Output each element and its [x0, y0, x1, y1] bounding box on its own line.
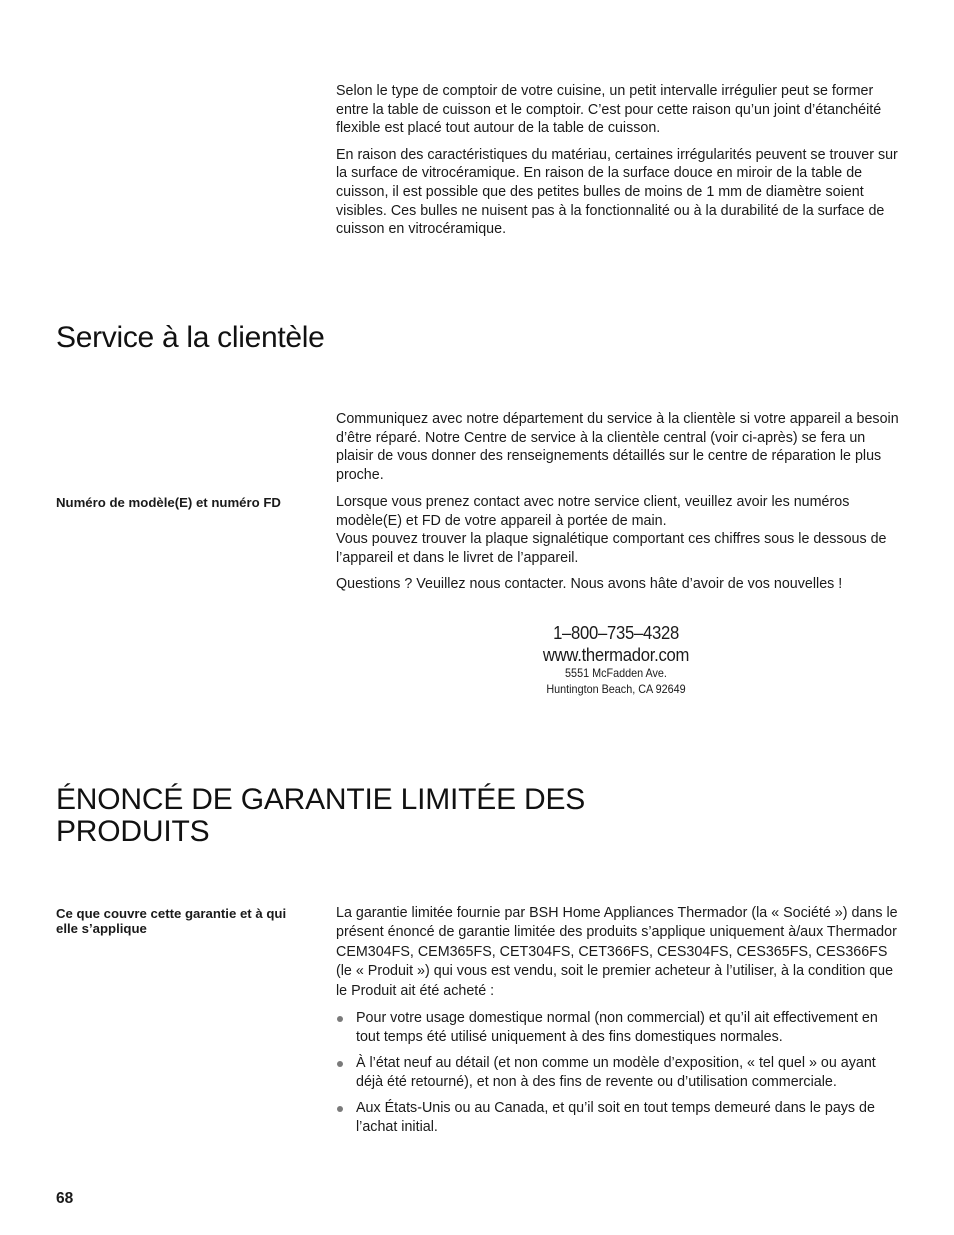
address-line-2: Huntington Beach, CA 92649: [546, 681, 686, 696]
list-item: [336, 1009, 902, 1046]
service-intro: [336, 410, 902, 484]
warranty-heading-line-1: ÉNONCÉ DE GARANTIE LIMITÉE DES: [56, 783, 586, 816]
website-link[interactable]: www.thermador.com: [542, 644, 690, 665]
phone-number: 1–800–735–4328: [553, 622, 679, 643]
service-paragraph-2-line-2: Vous pouvez trouver la plaque signalétique comportant ces chiffres sous le dessous de l’appareil et dans le livret de l’appareil.: [336, 531, 887, 566]
list-item: [336, 1054, 902, 1091]
service-heading: Service à la clientèle: [56, 321, 325, 354]
list-item: [336, 1099, 902, 1136]
list-item-text: Pour votre usage domestique normal (non commercial) et qu’il ait effectivement en tout temps été utilisé uniquement à des fins domestiques normales.: [356, 1010, 878, 1045]
warranty-paragraph-1: La garantie limitée fournie par BSH Home Appliances Thermador (la « Société ») dans le présent énoncé de garantie limitée des produits s’applique uniquement à/aux Thermador CEM304FS, CEM365FS, CET304FS, CET366FS, CES304FS, CES365FS, CES366FS (le « Produit ») qui vous est vendu, soit le premier acheteur à l’utiliser, à la condition que le Produit ait été acheté :: [336, 905, 898, 999]
intro-paragraph-1: Selon le type de comptoir de votre cuisine, un petit intervalle irrégulier peut se former entre la table de cuisson et le comptoir. C’est pour cette raison qu’un joint d’étanchéité flexible est placé tout autour de la table de cuisson.: [336, 83, 882, 137]
service-paragraph-3: Questions ? Veuillez nous contacter. Nous avons hâte d’avoir de vos nouvelles !: [336, 576, 843, 593]
model-number-label: Numéro de modèle(E) et numéro FD: [56, 495, 281, 510]
intro-section: [336, 82, 902, 239]
bullet-icon: [337, 1106, 343, 1112]
warranty-body: [336, 904, 902, 1137]
list-item-text: Aux États-Unis ou au Canada, et qu’il soit en tout temps demeuré dans le pays de l’achat initial.: [356, 1100, 875, 1135]
warranty-coverage-label: Ce que couvre cette garantie et à qui elle s’applique: [56, 906, 287, 936]
intro-paragraph-2: En raison des caractéristiques du matériau, certaines irrégularités peuvent se trouver sur la surface de vitrocéramique. En raison de la surface douce en miroir de la table de cuisson, il est possible que des petites bulles de moins de 1 mm de diamètre soient visibles. Ces bulles ne nuisent pas à la fonctionnalité ou à la durabilité de la surface de cuisson en vitrocéramique.: [336, 146, 898, 238]
service-paragraph-1: Communiquez avec notre département du service à la clientèle si votre appareil a besoin d’être réparé. Notre Centre de service à la clientèle central (voir ci-après) se fera un plaisir de vous donner des renseignements détaillés sur le centre de réparation le plus proche.: [336, 411, 899, 483]
list-item-text: À l’état neuf au détail (et non comme un modèle d’exposition, « tel quel » ou ayant déjà été retourné), et non à des fins de revente ou d’utilisation commerciale.: [356, 1055, 876, 1090]
contact-block: [450, 622, 782, 697]
warranty-conditions-list: [336, 1009, 902, 1137]
page-number: 68: [56, 1190, 74, 1207]
service-details: [336, 493, 902, 594]
warranty-heading-line-2: PRODUITS: [56, 815, 210, 848]
service-paragraph-2-line-1: Lorsque vous prenez contact avec notre service client, veuillez avoir les numéros modèle(E) et FD de votre appareil à portée de main.: [336, 494, 850, 529]
bullet-icon: [337, 1061, 343, 1067]
bullet-icon: [337, 1016, 343, 1022]
warranty-heading: [56, 784, 585, 848]
address-line-1: 5551 McFadden Ave.: [565, 666, 667, 680]
